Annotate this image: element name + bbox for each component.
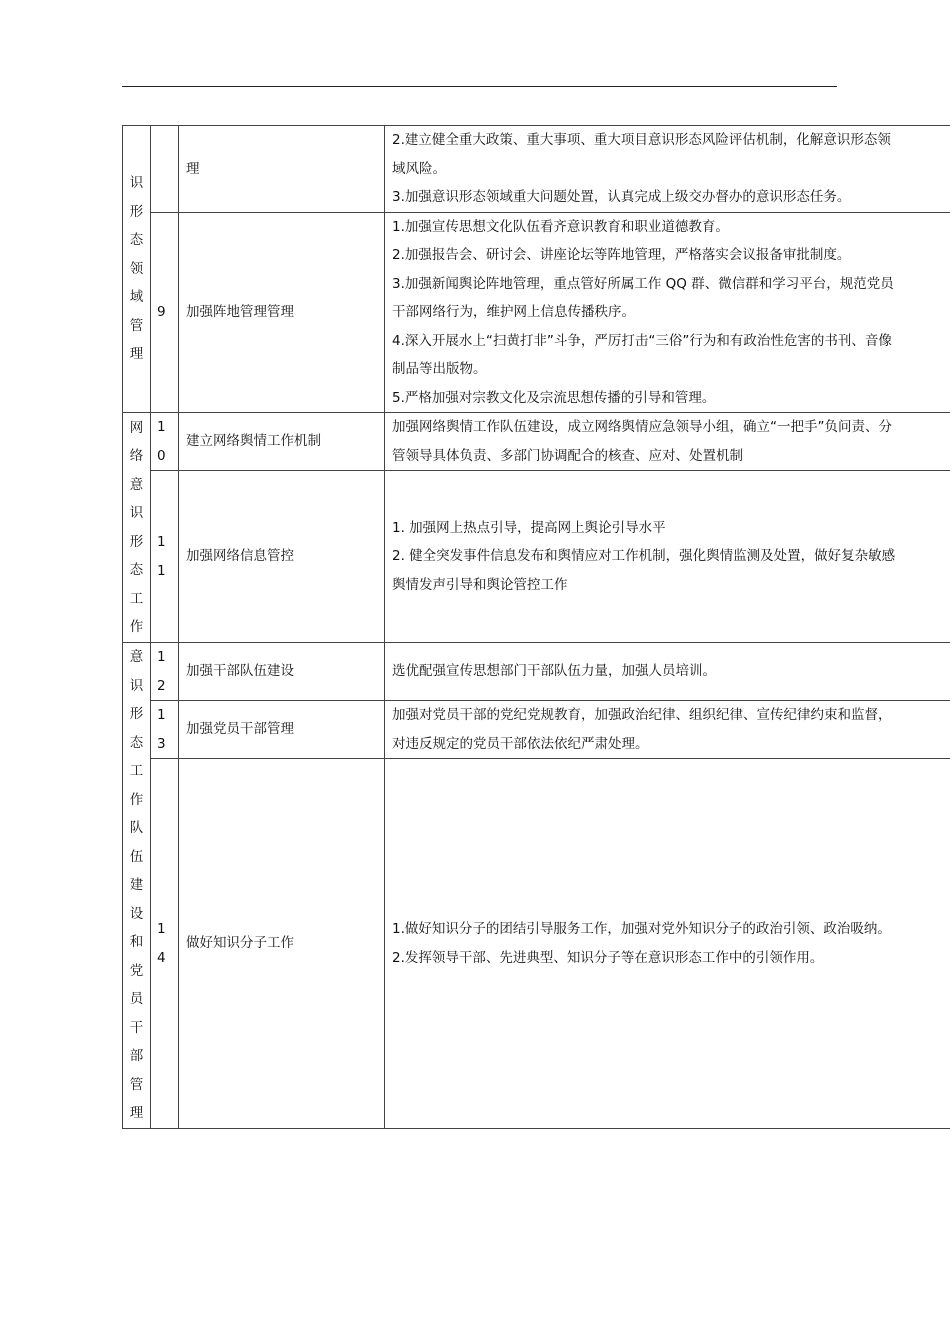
row-number: 10	[151, 413, 179, 471]
task-table	[122, 125, 950, 1129]
row-number	[151, 126, 179, 213]
task-cell: 建立网络舆情工作机制	[179, 413, 385, 471]
task-cell: 做好知识分子工作	[179, 759, 385, 1129]
content-cell: 2.建立健全重大政策、重大事项、重大项目意识形态风险评估机制，化解意识形态领 域风险。 3.加强意识形态领域重大问题处置，认真完成上级交办督办的意识形态任务。	[385, 126, 950, 213]
row-number: 13	[151, 701, 179, 759]
content-cell: 1.做好知识分子的团结引导服务工作，加强对党外知识分子的政治引领、政治吸纳。 2.发挥领导干部、先进典型、知识分子等在意识形态工作中的引领作用。	[385, 759, 950, 1129]
table-row	[123, 413, 950, 471]
table-row	[123, 759, 950, 1129]
row-number: 12	[151, 643, 179, 701]
table-row	[123, 643, 950, 701]
table-row	[123, 701, 950, 759]
task-cell: 加强网络信息管控	[179, 471, 385, 643]
row-number: 11	[151, 471, 179, 643]
category-cell	[123, 643, 151, 1129]
category-label: 识形态领域管理	[129, 175, 144, 363]
row-number: 14	[151, 759, 179, 1129]
task-cell: 理	[179, 126, 385, 213]
category-cell	[123, 413, 151, 643]
header-rule	[122, 86, 837, 87]
category-label: 网络意识形态工作	[129, 419, 144, 635]
table-row	[123, 126, 950, 213]
table-row	[123, 212, 950, 413]
content-cell: 1.加强宣传思想文化队伍看齐意识教育和职业道德教育。 2.加强报告会、研讨会、讲座论坛等阵地管理，严格落实会议报备审批制度。 3.加强新闻舆论阵地管理，重点管好所属工作 QQ 群、微信群和学习平台，规范党员 干部网络行为，维护网上信息传播秩序。 4.深入开展水上“扫黄打非”斗争，严厉打击“三俗”行为和有政治性危害的书刊、音像 制品等出版物。 5.严格加强对宗教文化及宗流思想传播的引导和管理。	[385, 212, 950, 413]
content-cell: 1. 加强网上热点引导，提高网上舆论引导水平 2. 健全突发事件信息发布和舆情应对工作机制，强化舆情监测及处置，做好复杂敏感 舆情发声引导和舆论管控工作	[385, 471, 950, 643]
content-cell: 选优配强宣传思想部门干部队伍力量，加强人员培训。	[385, 643, 950, 701]
content-cell: 加强网络舆情工作队伍建设，成立网络舆情应急领导小组，确立“一把手”负问责、分 管领导具体负责、多部门协调配合的核查、应对、处置机制	[385, 413, 950, 471]
content-cell: 加强对党员干部的党纪党规教育，加强政治纪律、组织纪律、宣传纪律约束和监督， 对违反规定的党员干部依法依纪严肃处理。	[385, 701, 950, 759]
row-number: 9	[151, 212, 179, 413]
category-cell	[123, 126, 151, 413]
table-row	[123, 471, 950, 643]
task-cell: 加强干部队伍建设	[179, 643, 385, 701]
category-label: 意识形态工作队伍建设和党员干部管理	[129, 649, 144, 1122]
task-cell: 加强党员干部管理	[179, 701, 385, 759]
task-cell: 加强阵地管理管理	[179, 212, 385, 413]
